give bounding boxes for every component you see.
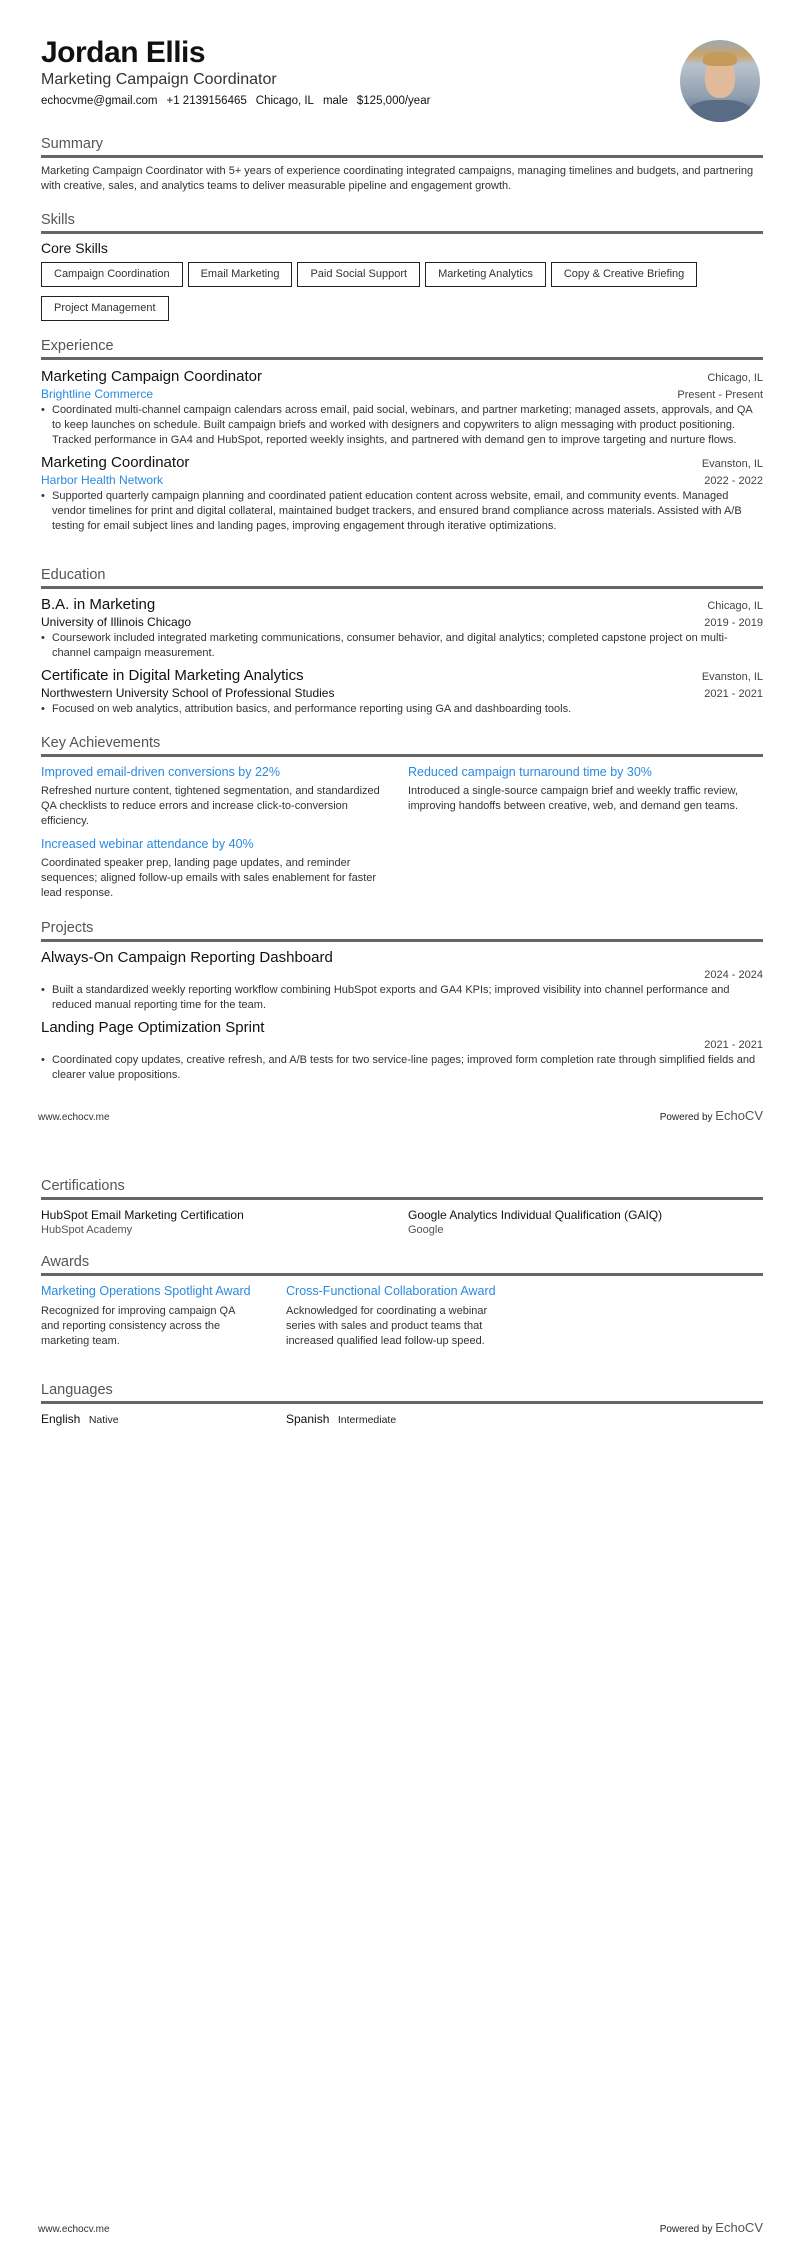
certification-item (41, 1208, 408, 1238)
job-dates: Present - Present (677, 389, 763, 401)
awards-section (41, 1254, 763, 1349)
cert-issuer: Google (408, 1224, 444, 1236)
job-bullet: • Supported quarterly campaign planning and coordinated patient education content across website, email, and community events. Managed vendor timelines for print and digital collateral, maintained budget trackers, and ensured brand compliance across materials. Assisted with A/B testing for email subject lines and landing pages, improving engagement through iterative optimizations. (41, 489, 763, 534)
achievement-item (41, 765, 396, 829)
language-item (41, 1410, 286, 1428)
experience-section (41, 338, 763, 534)
brand-logo: EchoCV (715, 1108, 763, 1123)
summary-text: Marketing Campaign Coordinator with 5+ years of experience coordinating integrated campaigns, managing timelines and budgets, and partnering with creative, sales, and analytics teams to deliver measurable pipeline and engagement growth. (41, 165, 754, 192)
experience-item (41, 368, 763, 448)
project-dates: 2021 - 2021 (704, 1039, 763, 1051)
education-section (41, 567, 763, 717)
job-location: Evanston, IL (701, 458, 763, 470)
project-bullet: • Built a standardized weekly reporting workflow combining HubSpot exports and GA4 KPIs; improved visibility into channel performance and reduced manual reporting time for the team. (41, 983, 763, 1013)
school: University of Illinois Chicago (41, 615, 192, 629)
edu-dates: 2019 - 2019 (704, 617, 763, 629)
project-item (41, 949, 763, 1013)
projects-section (41, 920, 763, 1083)
gender: male (322, 95, 348, 107)
education-item (41, 596, 763, 661)
section-heading: Summary (41, 136, 763, 158)
skill-chip: Email Marketing (188, 262, 293, 287)
languages-section (41, 1382, 763, 1428)
award-title: Cross-Functional Collaboration Award (286, 1284, 496, 1298)
edu-bullet: • Coursework included integrated marketing communications, consumer behavior, and digital analytics; completed capstone project on multi-channel campaign measurement. (41, 631, 763, 661)
powered-label: Powered by (659, 1112, 713, 1123)
language-level: Native (88, 1414, 119, 1426)
powered-label: Powered by (659, 2224, 713, 2235)
edu-location: Evanston, IL (701, 671, 763, 683)
award-item (286, 1283, 511, 1349)
candidate-name: Jordan Ellis (41, 36, 206, 69)
award-title: Marketing Operations Spotlight Award (41, 1284, 251, 1298)
skill-chip: Marketing Analytics (425, 262, 546, 287)
award-text: Acknowledged for coordinating a webinar series with sales and product teams that increased qualified lead follow-up speed. (286, 1305, 488, 1347)
edu-dates: 2021 - 2021 (704, 688, 763, 700)
language-item (286, 1410, 396, 1428)
degree: Certificate in Digital Marketing Analytics (41, 667, 304, 684)
job-title: Marketing Campaign Coordinator (41, 368, 262, 385)
language-name: English (41, 1412, 81, 1426)
experience-item (41, 454, 763, 534)
achievement-text: Refreshed nurture content, tightened segmentation, and standardized QA checklists to reduce errors and increase click-to-conversion efficiency. (41, 785, 380, 827)
project-dates: 2024 - 2024 (704, 969, 763, 981)
phone: +1 2139156465 (166, 95, 247, 107)
cert-issuer: HubSpot Academy (41, 1224, 133, 1236)
section-heading: Key Achievements (41, 735, 763, 757)
section-heading: Certifications (41, 1178, 763, 1200)
section-heading: Awards (41, 1254, 763, 1276)
language-name: Spanish (286, 1412, 330, 1426)
job-bullet: • Coordinated multi-channel campaign calendars across email, paid social, webinars, and partner marketing; managed assets, approvals, and QA to keep launches on schedule. Built campaign briefs and worked with designers and copywriters to align messaging with product positioning. Tracked performance in GA4 and HubSpot, reported weekly insights, and partnered with demand gen to improve targeting and nurture flows. (41, 403, 763, 448)
skill-chip: Paid Social Support (297, 262, 420, 287)
section-heading: Experience (41, 338, 763, 360)
award-text: Recognized for improving campaign QA and reporting consistency across the marketing team. (41, 1305, 235, 1347)
achievement-title: Increased webinar attendance by 40% (41, 837, 254, 851)
summary-section (41, 136, 763, 194)
profile-photo (680, 40, 760, 122)
footer-url[interactable]: www.echocv.me (38, 2224, 110, 2235)
language-level: Intermediate (337, 1414, 397, 1426)
skills-list (41, 262, 763, 330)
section-heading: Languages (41, 1382, 763, 1404)
job-location: Chicago, IL (707, 372, 763, 384)
achievement-text: Coordinated speaker prep, landing page updates, and reminder sequences; aligned follow-up emails with sales enablement for faster lead response. (41, 857, 377, 899)
footer-url[interactable]: www.echocv.me (38, 1112, 110, 1123)
edu-bullet: • Focused on web analytics, attribution basics, and performance reporting using GA and dashboarding tools. (41, 702, 763, 717)
location: Chicago, IL (255, 95, 314, 107)
cert-name: HubSpot Email Marketing Certification (41, 1208, 244, 1222)
job-dates: 2022 - 2022 (704, 475, 763, 487)
achievement-title: Reduced campaign turnaround time by 30% (408, 765, 652, 779)
award-item (41, 1283, 251, 1349)
skills-group-title: Core Skills (41, 240, 108, 256)
skill-chip: Project Management (41, 296, 169, 321)
salary: $125,000/year (356, 95, 431, 107)
company-name: Harbor Health Network (41, 473, 164, 487)
section-heading: Skills (41, 212, 763, 234)
section-heading: Education (41, 567, 763, 589)
resume-page-2 (0, 1123, 794, 2246)
project-bullet: • Coordinated copy updates, creative refresh, and A/B tests for two service-line pages; improved form completion rate through simplified fields and clearer value propositions. (41, 1053, 763, 1083)
achievement-title: Improved email-driven conversions by 22% (41, 765, 280, 779)
candidate-title: Marketing Campaign Coordinator (41, 71, 277, 88)
brand-logo: EchoCV (715, 2220, 763, 2235)
achievement-item (408, 765, 763, 814)
degree: B.A. in Marketing (41, 596, 156, 613)
achievements-section (41, 735, 763, 923)
cert-name: Google Analytics Individual Qualification (GAIQ) (408, 1208, 663, 1222)
project-item (41, 1019, 763, 1083)
section-heading: Projects (41, 920, 763, 942)
achievement-text: Introduced a single-source campaign brief and weekly traffic review, improving handoffs between creative, web, and demand gen teams. (408, 785, 738, 812)
email[interactable]: echocvme@gmail.com (41, 95, 158, 107)
edu-location: Chicago, IL (707, 600, 763, 612)
skill-chip: Copy & Creative Briefing (551, 262, 697, 287)
achievement-item (41, 837, 386, 901)
project-title: Always-On Campaign Reporting Dashboard (41, 949, 333, 966)
education-item (41, 667, 763, 717)
certifications-section (41, 1178, 763, 1238)
skill-chip: Campaign Coordination (41, 262, 183, 287)
certification-item (408, 1208, 662, 1238)
contact-line (41, 95, 439, 107)
company-name: Brightline Commerce (41, 387, 154, 401)
school: Northwestern University School of Professional Studies (41, 686, 335, 700)
job-title: Marketing Coordinator (41, 454, 190, 471)
powered-by[interactable] (660, 1108, 763, 1123)
skills-section (41, 212, 763, 330)
project-title: Landing Page Optimization Sprint (41, 1019, 265, 1036)
powered-by[interactable] (660, 2220, 763, 2235)
